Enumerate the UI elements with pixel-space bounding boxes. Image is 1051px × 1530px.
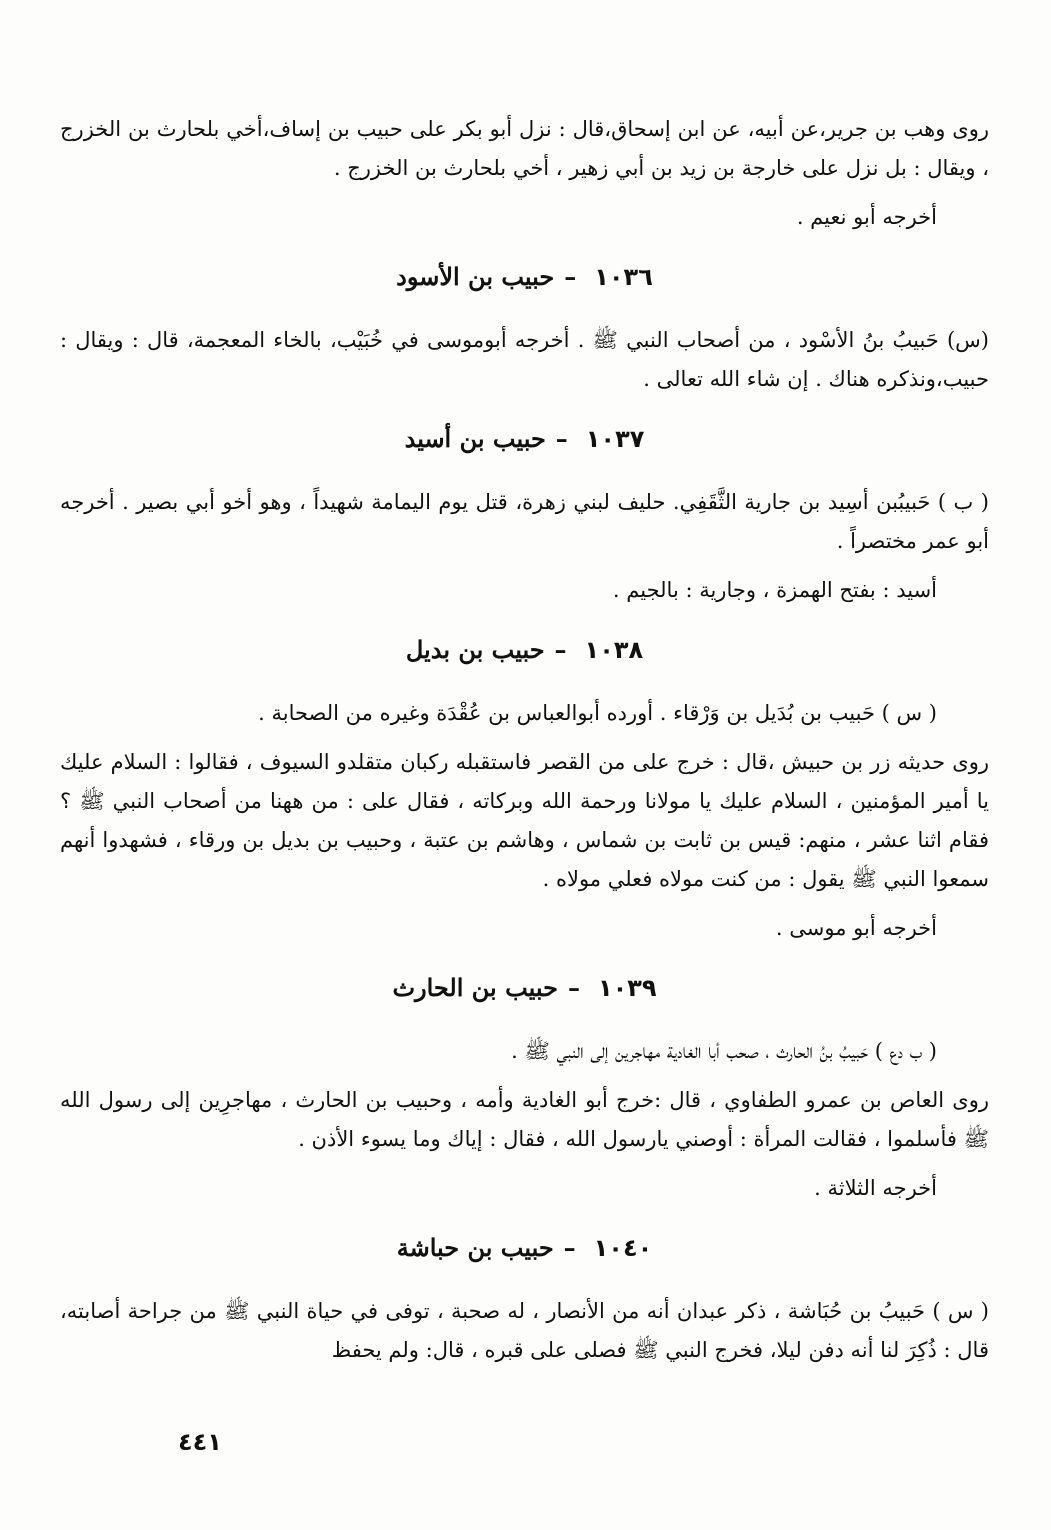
entry-paragraph: ( ب ) حَبيبُبن أسِيد بن جارية الثَّقَفِي. حليف لبني زهرة، قتل يوم اليمامة شهيداً ، وهو أخو أبي بصير . أخرجه أبو عمر مختصراً . (60, 490, 989, 553)
entry-paragraph: أسيد : بفتح الهمزة ، وجارية : بالجيم . (612, 578, 937, 602)
entry-title: حبيب بن الأسود (396, 262, 555, 291)
entry-heading (60, 632, 989, 668)
entry-paragraph: أخرجه أبو نعيم . (796, 205, 937, 229)
entry-title: حبيب بن أسيد (404, 424, 546, 453)
page-number: ٤٤١ (178, 1428, 222, 1456)
entry-paragraph: ( س ) حَبيب بن بُدَيل بن وَرْقاء . أورده أبوالعباس بن عُقْدَة وغيره من الصحابة . (258, 701, 937, 725)
entry-paragraph: (س) حَبيبُ بنُ الأسْود ، من أصحاب النبي ﷺ . أخرجه أبوموسى في خُبَيْب، بالخاء المعجمة، قال : ويقال : حبيب،ونذكره هناك . إن شاء الله تعالى . (60, 328, 989, 391)
entry-paragraph: روى العاص بن عمرو الطفاوي ، قال :خرج أبو الغادية وأمه ، وحبيب بن الحارث ، مهاجرِين إلى رسول الله ﷺ فأسلموا ، فقالت المرأة : أوصني يارسول الله ، فقال : إياك وما يسوء الأذن . (60, 1088, 989, 1151)
entry-paragraph: ( س ) حَبيبُ بن حُبَاشة ، ذكر عبدان أنه من الأنصار ، له صحبة ، توفى في حياة النبي ﷺ من جراحة أصابته، قال : ذُكِرَ لنا أنه دفن ليلا، فخرج النبي ﷺ فصلى على قبره ، قال: ولم يحفظ (60, 1299, 989, 1362)
entry-title: حبيب بن بديل (405, 635, 545, 664)
entry-title: حبيب بن الحارث (392, 973, 558, 1002)
entry-dash: – (564, 262, 577, 291)
entry-heading (60, 1230, 989, 1266)
entry-paragraph: روى حديثه زر بن حبيش ،قال : خرج على من القصر فاستقبله ركبان متقلدو السيوف ، فقالوا : السلام عليك يا أمير المؤمنين ، السلام عليك يا مولانا ورحمة الله وبركاته ، فقال على : من ههنا من أصحاب النبي ﷺ ؟ فقام اثنا عشر ، منهم: قيس بن ثابت بن شماس ، وهاشم بن عتبة ، وحبيب بن بديل بن ورقاء ، فشهدوا أنهم سمعوا النبي ﷺ يقول : من كنت مولاه فعلي مولاه . (60, 750, 989, 891)
entry-dash: – (563, 1233, 576, 1262)
entry-paragraph: روى وهب بن جرير،عن أبيه، عن ابن إسحاق،قال : نزل أبو بكر على حبيب بن إساف،أخي بلحارث بن الخزرج ، ويقال : بل نزل على خارجة بن زيد بن أبي زهير ، أخي بلحارث بن الخزرج . (60, 117, 989, 180)
entry-dash: – (554, 635, 567, 664)
entry-dash: – (555, 424, 568, 453)
entry-number: ١٠٣٩ (597, 974, 657, 1002)
entry-dash: – (567, 973, 580, 1002)
entry-number: ١٠٣٧ (585, 425, 645, 453)
entry-heading (60, 259, 989, 295)
entry-number: ١٠٤٠ (593, 1234, 653, 1262)
text-body (60, 110, 989, 1380)
entry-heading (60, 970, 989, 1006)
entry-title: حبيب بن حباشة (396, 1233, 554, 1262)
entry-paragraph: أخرجه الثلاثة . (814, 1176, 937, 1200)
entry-paragraph: أخرجه أبو موسى . (775, 916, 937, 940)
entry-heading (60, 421, 989, 457)
entry-number: ١٠٣٨ (584, 636, 644, 664)
entry-paragraph: ( ب دع ) حَبيبُ بنُ الحارث ، صحب أبا الغادية مهاجرين إلى النبي ﷺ . (511, 1039, 937, 1063)
entry-number: ١٠٣٦ (594, 263, 653, 291)
